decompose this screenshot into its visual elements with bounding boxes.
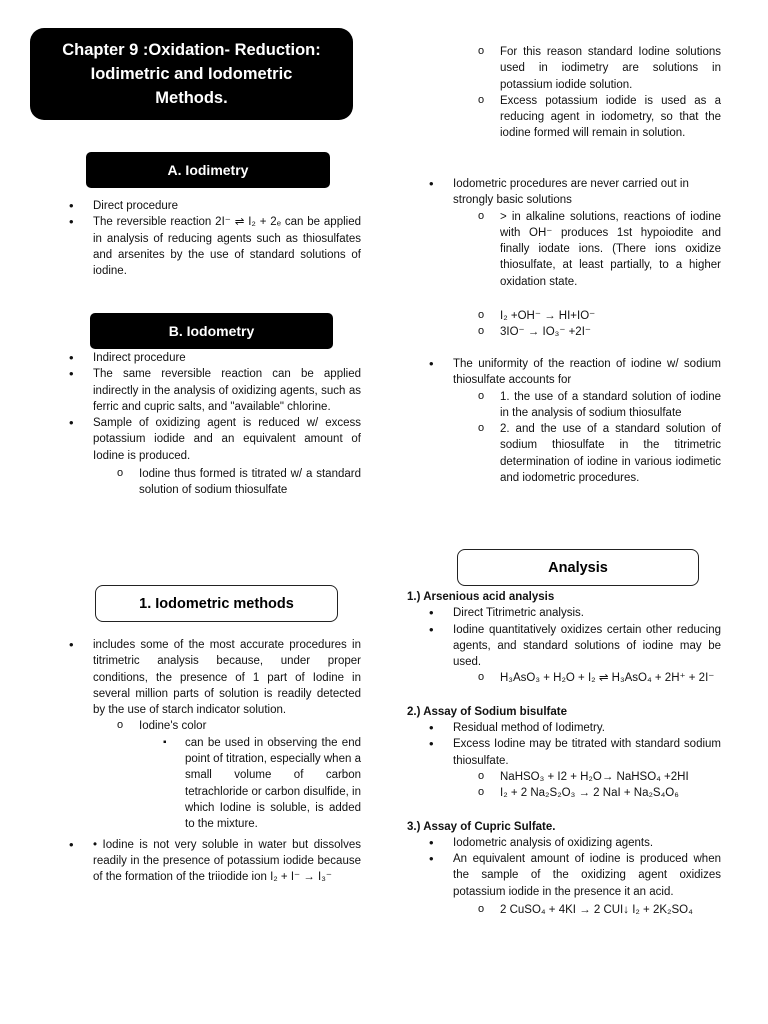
- sub-list-item: o Iodine's color: [139, 718, 361, 734]
- section-heading-iodometric-methods: 1. Iodometric methods: [95, 585, 338, 622]
- analysis-subheading: 3.) Assay of Cupric Sulfate.: [407, 820, 556, 833]
- sub-list-item: o Excess potassium iodide is used as a reducing agent in iodometry, so that the iodine formed will remain in solution.: [500, 93, 721, 142]
- list-item: • Direct Titrimetric analysis.: [453, 605, 721, 621]
- section-heading-analysis: Analysis: [457, 549, 699, 586]
- sub-list-item: o > in alkaline solutions, reactions of iodine with OH⁻ produces 1st hypoiodite and finally iodate ions. (There ions oxidize thiosulfate, at least partially, to a higher oxidation state.: [500, 209, 721, 290]
- analysis-subheading: 1.) Arsenious acid analysis: [407, 591, 555, 603]
- equation: o 2 CuSO₄ + 4KI → 2 CUI↓ I₂ + 2K₂SO₄: [500, 902, 721, 918]
- list-item: • An equivalent amount of iodine is produced when the sample of the oxidizing agent oxidizes potassium iodide in the presence it an acid.: [453, 851, 721, 900]
- equation: o I₂ + 2 Na₂S₂O₃ → 2 NaI + Na₂S₄O₆: [500, 785, 721, 801]
- list-item: • Residual method of Iodimetry.: [453, 720, 721, 736]
- sub-list-item: o For this reason standard Iodine solutions used in iodimetry are solutions in potassium iodide solution.: [500, 44, 721, 93]
- section-heading-iodometry: B. Iodometry: [90, 313, 333, 349]
- iodimetry-list: [93, 198, 361, 279]
- list-item: • The uniformity of the reaction of iodine w/ sodium thiosulfate accounts for: [453, 356, 721, 389]
- uniformity-list: [453, 356, 721, 486]
- page-title: Chapter 9 :Oxidation- Reduction: Iodimetric and Iodometric Methods.: [30, 28, 353, 120]
- list-item: • The reversible reaction 2I⁻ ⇌ I₂ + 2ₑ can be applied in analysis of reducing agents such as thiosulfates and arsenites by the use of standard solutions of iodine.: [93, 214, 361, 279]
- iodometric-methods-list: [93, 637, 361, 885]
- iodometry-list: [93, 350, 361, 499]
- iodine-solution-notes: [500, 44, 721, 142]
- list-item: • includes some of the most accurate procedures in titrimetric analysis because, under proper conditions, the presence of 1 part of Iodine in several million parts of solution is readily detected by the use of starch indicator solution.: [93, 637, 361, 718]
- equation: o I₂ +OH⁻ → HI+IO⁻: [500, 308, 721, 324]
- list-item: • The same reversible reaction can be applied indirectly in the analysis of oxidizing agents, such as ferric and cupric salts, and "available" chlorine.: [93, 366, 361, 415]
- equation: o NaHSO₃ + I2 + H₂O→ NaHSO₄ +2HI: [500, 769, 721, 785]
- equation: o 3IO⁻ → IO₃⁻ +2I⁻: [500, 324, 721, 340]
- list-item: • Iodine quantitatively oxidizes certain other reducing agents, and standard solutions of iodine may be used.: [453, 622, 721, 671]
- sub-list-item: o 1. the use of a standard solution of iodine in the analysis of sodium thiosulfate: [500, 389, 721, 422]
- list-item: • Excess Iodine may be titrated with standard sodium thiosulfate.: [453, 736, 721, 769]
- sub-sub-list-item: ▪ can be used in observing the end point of titration, especially when a small volume of carbon tetrachloride or carbon disulfide, in which Iodine is soluble, is added to the mixture.: [185, 735, 361, 833]
- analysis-content: [407, 589, 721, 918]
- list-item: • Indirect procedure: [93, 350, 361, 366]
- sub-list-item: o 2. and the use of a standard solution of sodium thiosulfate in the titrimetric determination of iodine in various iodimetic and iodometric procedures.: [500, 421, 721, 486]
- analysis-subheading: 2.) Assay of Sodium bisulfate: [407, 705, 567, 718]
- basic-solution-list: [453, 176, 721, 341]
- sub-list-item: o Iodine thus formed is titrated w/ a standard solution of sodium thiosulfate: [139, 466, 361, 499]
- list-item: • Direct procedure: [93, 198, 361, 214]
- list-item: • Iodometric analysis of oxidizing agents.: [453, 835, 721, 851]
- list-item: • • Iodine is not very soluble in water but dissolves readily in the presence of potassium iodide because of the formation of the triiodide ion I₂ + I⁻ → I₃⁻: [93, 837, 361, 886]
- list-item: • Iodometric procedures are never carried out in strongly basic solutions: [453, 176, 721, 209]
- list-item: • Sample of oxidizing agent is reduced w/ excess potassium iodide and an equivalent amount of Iodine is produced.: [93, 415, 361, 464]
- section-heading-iodimetry: A. Iodimetry: [86, 152, 330, 188]
- equation: o H₃AsO₃ + H₂O + I₂ ⇌ H₃AsO₄ + 2H⁺ + 2I⁻: [500, 670, 721, 686]
